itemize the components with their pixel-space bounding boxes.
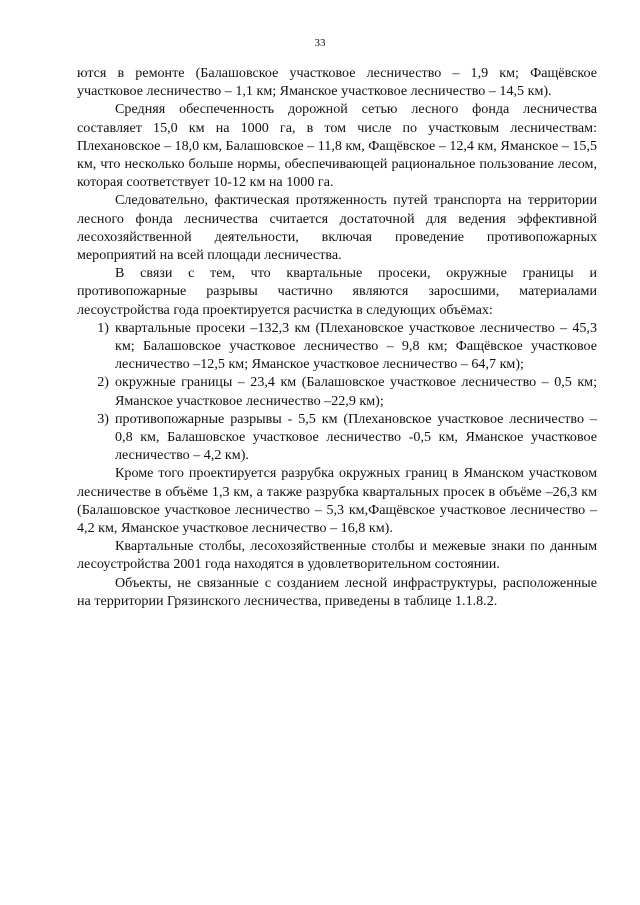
- list-item-number: 3): [97, 410, 109, 427]
- page-number: 33: [314, 37, 326, 49]
- list-item: [77, 319, 597, 374]
- clearing-volumes-list: [77, 319, 597, 465]
- list-item-text: окружные границы – 23,4 км (Балашовское участковое лесничество – 0,5 км; Яманское участковое лесничество –22,9 км);: [115, 374, 597, 409]
- list-item: [77, 410, 597, 465]
- list-item-text: квартальные просеки –132,3 км (Плехановское участковое лесничество – 45,3 км; Балашовское участковое лесничество – 9,8 км; Фащёвское участковое лесничество –12,5 км; Яманское участковое лесничество – 64,7 км);: [115, 319, 597, 373]
- list-item: [77, 373, 597, 409]
- paragraph-other-objects: Объекты, не связанные с созданием лесной инфраструктуры, расположенные на территории Грязинского лесничества, приведены в таблице 1.1.8.2.: [77, 574, 597, 609]
- list-item-text: противопожарные разрывы - 5,5 км (Плехановское участковое лесничество – 0,8 км, Балашовское участковое лесничество -0,5 км, Яманское участковое лесничество – 4,2 км).: [115, 410, 597, 464]
- paragraph-transport-sufficiency: Следовательно, фактическая протяженность путей транспорта на территории лесного фонда лесничества считается достаточной для ведения эффективной лесохозяйственной деятельности, включая проведение противопожарных мероприятий на всей площади лесничества.: [77, 192, 597, 264]
- paragraph-boundary-cutting: Кроме того проектируется разрубка окружных границ в Яманском участковом лесничестве в объёме 1,3 км, а также разрубка квартальных просек в объёме –26,3 км (Балашовское участковое лесничество – 5,3 км,Фащёвское участковое лесничество – 4,2 км, Яманское участковое лесничество – 16,8 км).: [77, 465, 597, 537]
- body-text: [77, 64, 597, 610]
- list-item-number: 2): [97, 374, 109, 391]
- list-item-number: 1): [97, 319, 109, 336]
- paragraph-road-density: Средняя обеспеченность дорожной сетью лесного фонда лесничества составляет 15,0 км на 1000 га, в том числе по участковым лесничествам: Плехановское – 18,0 км, Балашовское – 11,8 км, Фащёвское – 12,4 км, Яманское – 15,5 км, что несколько больше нормы, обеспечивающей рациональное пользование лесом, которая соответствует 10-12 км на 1000 га.: [77, 101, 597, 191]
- paragraph-clearing-intro: В связи с тем, что квартальные просеки, окружные границы и противопожарные разрывы частично являются заросшими, материалами лесоустройства года проектируется расчистка в следующих объёмах:: [77, 265, 597, 318]
- paragraph-posts-condition: Квартальные столбы, лесохозяйственные столбы и межевые знаки по данным лесоустройства 2001 года находятся в удовлетворительном состоянии.: [77, 538, 597, 573]
- paragraph-continuation: ются в ремонте (Балашовское участковое лесничество – 1,9 км; Фащёвское участковое лесничество – 1,1 км; Яманское участковое лесничество – 14,5 км).: [77, 65, 597, 100]
